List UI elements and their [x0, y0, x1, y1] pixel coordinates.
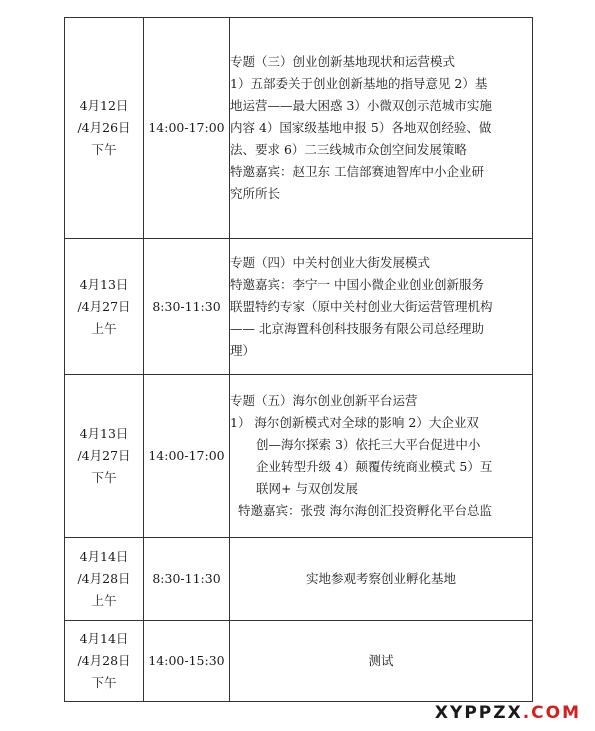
time-cell: 14:00-17:00	[144, 375, 230, 538]
schedule-table	[64, 17, 533, 702]
date-line: /4月28日	[77, 571, 131, 586]
content-cell	[230, 239, 533, 375]
content-cell	[230, 375, 533, 538]
time-cell: 14:00-17:00	[144, 18, 230, 239]
date-cell	[65, 239, 144, 375]
time-cell: 8:30-11:30	[144, 239, 230, 375]
time-cell: 14:00-15:30	[144, 621, 230, 702]
topic-body-line: 1）五部委关于创业创新基地的指导意见 2）基	[230, 76, 488, 91]
date-line: 4月13日	[79, 276, 129, 292]
date-line: 4月14日	[79, 631, 129, 646]
topic-title: 专题（三）创业创新基地现状和运营模式	[230, 54, 456, 69]
topic-title: 专题（四）中关村创业大街发展模式	[230, 254, 431, 270]
date-line: /4月28日	[77, 653, 131, 668]
date-line: 下午	[91, 675, 117, 690]
date-line: 上午	[91, 320, 117, 336]
topic-body-line: 企业转型升级 4）颠覆传统商业模式 5）互	[256, 459, 493, 474]
topic-body-line: 创—海尔探索 3）依托三大平台促进中小	[256, 437, 481, 452]
guest-line: 特邀嘉宾：赵卫东 工信部赛迪智库中小企业研	[230, 164, 484, 179]
date-line: 4月12日	[79, 98, 129, 113]
guest-line: 联盟特约专家（原中关村创业大街运营管理机构	[230, 298, 493, 314]
watermark-suffix: .COM	[522, 703, 581, 723]
guest-line: 特邀嘉宾：李宁一 中国小微企业创业创新服务	[230, 276, 484, 292]
date-line: 4月13日	[79, 426, 129, 441]
table-row	[65, 239, 533, 375]
date-line: /4月27日	[77, 448, 131, 463]
topic-body-line: 地运营——最大困惑 3）小微双创示范城市实施	[230, 98, 492, 113]
topic-body-line: 内容 4）国家级基地申报 5）各地双创经验、做	[230, 120, 492, 135]
date-line: /4月26日	[77, 120, 131, 135]
content-cell: 实地参观考察创业孵化基地	[230, 538, 533, 621]
watermark-text: XYPPZX	[434, 703, 523, 723]
time-cell: 8:30-11:30	[144, 538, 230, 621]
topic-body-line: 1） 海尔创新模式对全球的影响 2）大企业双	[230, 415, 479, 430]
guest-line: 理）	[230, 342, 256, 358]
content-cell: 测试	[230, 621, 533, 702]
date-line: 上午	[91, 593, 117, 608]
table-row	[65, 621, 533, 702]
date-cell	[65, 621, 144, 702]
table-row	[65, 375, 533, 538]
date-cell	[65, 538, 144, 621]
date-line: 下午	[91, 470, 117, 485]
date-cell	[65, 18, 144, 239]
date-line: 下午	[91, 142, 117, 157]
topic-body-line: 法、要求 6）二三线城市众创空间发展策略	[230, 142, 467, 157]
date-line: 4月14日	[79, 549, 129, 564]
guest-line: —— 北京海置科创科技服务有限公司总经理助	[230, 320, 484, 336]
content-cell	[230, 18, 533, 239]
topic-body-line: 联网+ 与双创发展	[256, 481, 358, 496]
table-row	[65, 18, 533, 239]
table-row	[65, 538, 533, 621]
site-watermark	[435, 703, 581, 723]
guest-line: 特邀嘉宾：张弢 海尔海创汇投资孵化平台总监	[238, 503, 492, 518]
topic-title: 专题（五）海尔创业创新平台运营	[230, 393, 418, 408]
date-line: /4月27日	[77, 298, 131, 314]
date-cell	[65, 375, 144, 538]
guest-line: 究所所长	[230, 186, 281, 201]
